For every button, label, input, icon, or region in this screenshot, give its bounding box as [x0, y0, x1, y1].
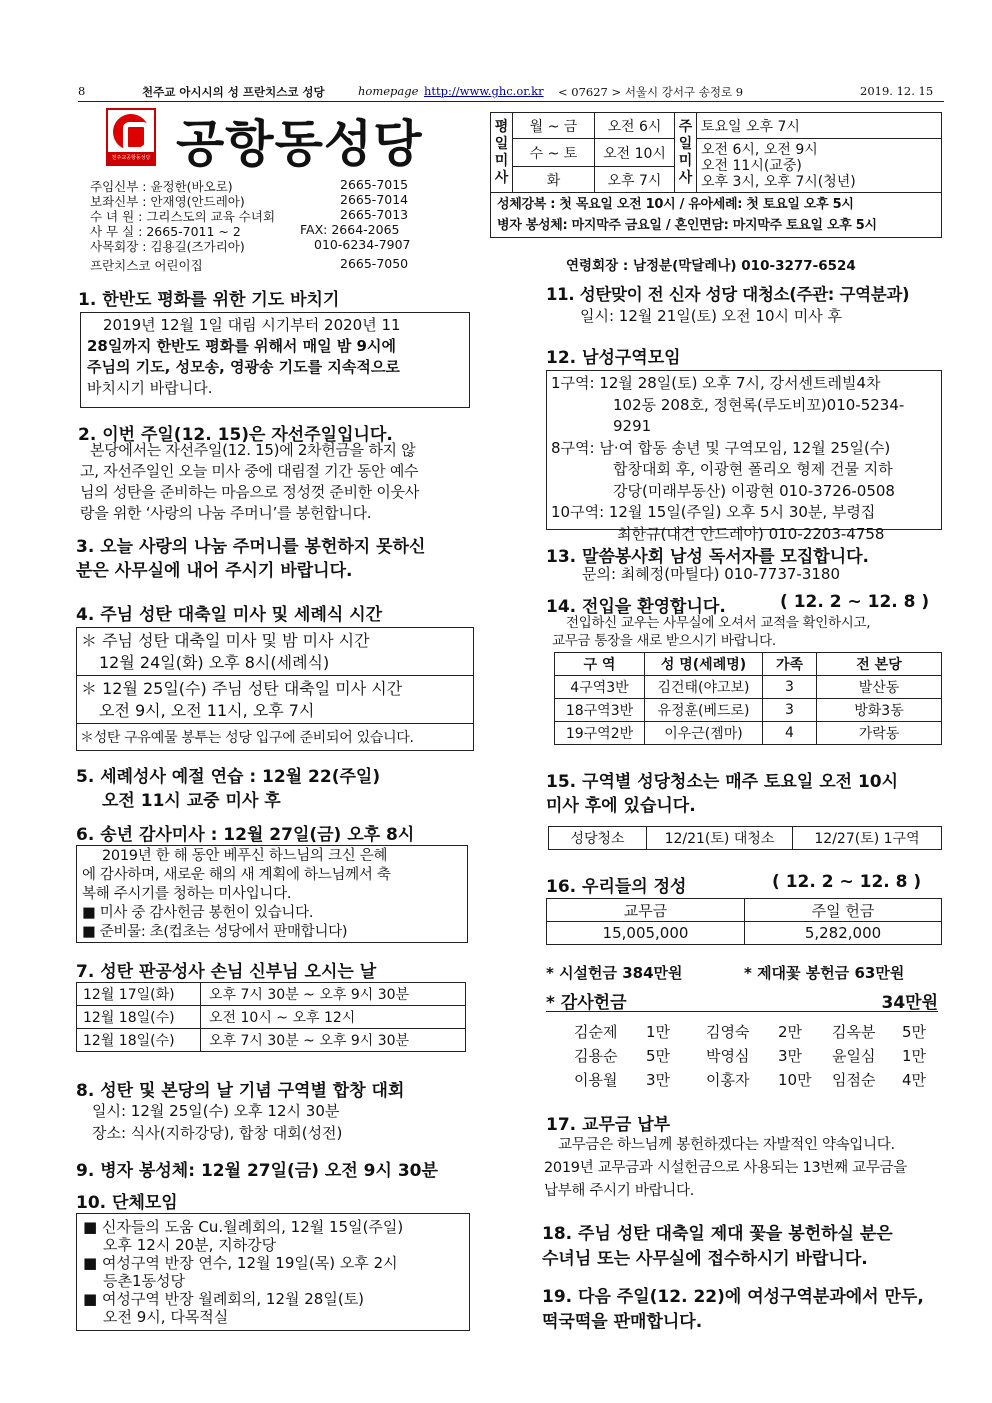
- table-cell: 오전 10시 ~ 오후 12시: [201, 1006, 466, 1029]
- table-cell: 오후 7시 30분 ~ 오후 9시 30분: [201, 983, 466, 1006]
- text-line: 본당에서는 자선주일(12. 15)에 2차헌금을 하지 않: [90, 441, 416, 459]
- text-line: 합창대회 후, 이광현 폴리오 형제 건물 지하: [613, 460, 893, 478]
- text-line: 2019년 12월 1일 대림 시기부터 2020년 11: [103, 316, 401, 334]
- text-line: 10구역: 12월 15일(주일) 오후 5시 30분, 부령집: [551, 503, 876, 521]
- facility-offering: * 시설헌금 384만원: [546, 964, 683, 982]
- table-cell: 김건태(야고보): [645, 676, 763, 699]
- prayer-box: [80, 312, 470, 408]
- text-line: 일시: 12월 21일(토) 오전 10시 미사 후: [580, 307, 843, 325]
- donor-amount: 5만: [646, 1047, 671, 1065]
- donor-name: 윤일심: [832, 1047, 876, 1065]
- weekday-days: 월 ~ 금: [513, 113, 595, 139]
- donor-name: 이홍자: [706, 1071, 750, 1089]
- donor-name: 이용월: [574, 1071, 618, 1089]
- section-heading: 분은 사무실에 내어 주시기 바랍니다.: [76, 561, 353, 581]
- section-heading: 1. 한반도 평화를 위한 기도 바치기: [78, 290, 340, 310]
- weekday-time: 오전 6시: [595, 113, 675, 139]
- issue-date: 2019. 12. 15: [860, 84, 934, 98]
- table-row: [549, 827, 942, 850]
- thanks-offering: [546, 988, 938, 1012]
- table-cell: 12월 17일(화): [77, 983, 201, 1006]
- text-line: 전입하신 교우는 사무실에 오셔서 교적을 확인하시고,: [566, 615, 871, 631]
- text-line: 랑을 위한 ‘사랑의 나눔 주머니’를 봉헌합니다.: [80, 504, 372, 522]
- table-cell: 12/27(토) 1구역: [793, 827, 942, 850]
- thanks-label: * 감사헌금: [546, 993, 627, 1013]
- year-end-box: [76, 845, 468, 943]
- homepage-label: homepage: [358, 84, 419, 98]
- section-heading: 10. 단체모임: [76, 1193, 178, 1213]
- text-line: ＊ 주님 성탄 대축일 미사 및 밤 미사 시간: [81, 631, 370, 650]
- table-row: [555, 699, 942, 722]
- table-cell: 18구역3반: [555, 699, 645, 722]
- staff-role: 사 무 실 : 2665-7011 ~ 2: [90, 224, 241, 239]
- text-line: 바치시기 바랍니다.: [87, 379, 213, 397]
- table-cell: 4구역3반: [555, 676, 645, 699]
- offerings-table: [546, 898, 942, 945]
- donor-amount: 1만: [646, 1023, 671, 1041]
- section-heading: 16. 우리들의 정성: [546, 877, 687, 897]
- donor-amount: 3만: [778, 1047, 803, 1065]
- text-line: ■ 여성구역 반장 연수, 12월 19일(목) 오후 2시: [83, 1254, 398, 1272]
- staff-phone: 010-6234-7907: [314, 237, 411, 252]
- mass-schedule: [490, 112, 942, 238]
- text-line: 강당(미래부동산) 이광현 010-3726-0508: [613, 481, 895, 500]
- staff-role: 사목회장 : 김용길(즈가리아): [90, 239, 245, 254]
- table-row: [77, 983, 466, 1006]
- section-heading: 18. 주님 성탄 대축일 제대 꽃을 봉헌하실 분은: [542, 1224, 893, 1244]
- text-line: ■ 여성구역 반장 월례회의, 12월 28일(토): [83, 1290, 365, 1308]
- table-cell: 3: [763, 699, 817, 722]
- confession-table: [76, 982, 466, 1052]
- section-heading: 12. 남성구역모임: [546, 348, 681, 368]
- text-line: 오후 12시 20분, 지하강당: [103, 1236, 277, 1254]
- page-header: [78, 82, 944, 102]
- table-cell: 가락동: [817, 722, 942, 745]
- table-cell: 19구역2반: [555, 722, 645, 745]
- sunday-time: 오전 11시(교중): [701, 157, 802, 174]
- text-line: 교무금 통장을 새로 받으시기 바랍니다.: [552, 633, 776, 649]
- text-line: 1구역: 12월 28일(토) 오후 7시, 강서센트레빌4차: [551, 374, 881, 392]
- flower-offering: * 제대꽃 봉헌금 63만원: [744, 964, 905, 982]
- section-heading: 15. 구역별 성당청소는 매주 토요일 오전 10시: [546, 772, 899, 792]
- donor-name: 김용순: [574, 1047, 618, 1065]
- table-cell: 4: [763, 722, 817, 745]
- text-line: 28일까지 한반도 평화를 위해서 매일 밤 9시에: [87, 337, 396, 355]
- donor-amount: 5만: [902, 1023, 927, 1041]
- section-heading: 수녀님 또는 사무실에 접수하시기 바랍니다.: [542, 1249, 868, 1269]
- federation-contact: 연령회장 : 남정분(막달레나) 010-3277-6524: [566, 258, 856, 274]
- staff-phone: FAX: 2664-2065: [300, 222, 400, 237]
- donor-amount: 4만: [902, 1071, 927, 1089]
- text-line: ■ 신자들의 도움 Cu.월례회의, 12월 15일(주일): [83, 1218, 404, 1236]
- donor-amount: 2만: [778, 1023, 803, 1041]
- address: < 07627 > 서울시 강서구 송정로 9: [558, 85, 744, 99]
- text-line: 교무금은 하느님께 봉헌하겠다는 자발적인 약속입니다.: [558, 1137, 895, 1153]
- table-cell: 발산동: [817, 676, 942, 699]
- text-line: 오전 9시, 오전 11시, 오후 7시: [99, 701, 315, 720]
- table-cell: 유정훈(베드로): [645, 699, 763, 722]
- text-line: 12월 24일(화) 오후 8시(세례식): [99, 653, 330, 672]
- section-heading: 13. 말씀봉사회 남성 독서자를 모집합니다.: [546, 547, 869, 567]
- thanks-amount: 34만원: [881, 993, 938, 1013]
- text-line: 에 감사하며, 새로운 해의 새 계획에 하느님께서 축: [82, 867, 391, 883]
- text-line: ＊ 12월 25일(수) 주님 성탄 대축일 미사 시간: [81, 679, 403, 698]
- table-header-row: [547, 899, 942, 922]
- page-number: 8: [78, 84, 86, 98]
- text-line: 오전 9시, 다목적실: [103, 1308, 229, 1326]
- sunday-vigil: 토요일 오후 7시: [697, 113, 942, 139]
- section-heading: 9. 병자 봉성체: 12월 27일(금) 오전 9시 30분: [76, 1161, 438, 1181]
- donor-name: 김영숙: [706, 1023, 750, 1041]
- section-heading: 8. 성탄 및 본당의 날 기념 구역별 합창 대회: [76, 1081, 405, 1101]
- text-line: ＊성탄 구유예물 봉투는 성당 입구에 준비되어 있습니다.: [80, 730, 414, 746]
- cleaning-table: [548, 826, 942, 850]
- weekday-time: 오전 10시: [595, 139, 675, 167]
- sunday-mass-label: 주일미사: [675, 113, 697, 193]
- table-cell: 3: [763, 676, 817, 699]
- schedule-note: 성체강복 : 첫 목요일 오전 10시 / 유아세례: 첫 토요일 오후 5시: [497, 197, 854, 212]
- staff-role: 프란치스코 어린이집: [90, 258, 203, 273]
- section-heading: 6. 송년 감사미사 : 12월 27일(금) 오후 8시: [76, 825, 415, 845]
- section-heading: 5. 세례성사 예절 연습 : 12월 22(주일): [76, 767, 381, 787]
- date-range: ( 12. 2 ~ 12. 8 ): [780, 592, 930, 612]
- donor-row: [560, 1020, 940, 1044]
- sunday-time: 오후 3시, 오후 7시(청년): [701, 173, 856, 190]
- text-line: 납부해 주시기 바랍니다.: [544, 1183, 694, 1199]
- donor-name: 박영심: [706, 1047, 750, 1065]
- text-line: 복해 주시기를 청하는 미사입니다.: [82, 886, 292, 902]
- text-line: 2019년 한 해 동안 베푸신 하느님의 크신 은혜: [102, 848, 388, 864]
- table-row: [555, 676, 942, 699]
- mens-district-box: [546, 370, 942, 543]
- text-line: 102동 208호, 정현록(루도비꼬)010-5234-9291: [613, 395, 905, 435]
- column-header: 구 역: [555, 653, 645, 676]
- donor-name: 김옥분: [832, 1023, 876, 1041]
- text-line: 장소: 식사(지하강당), 합창 대회(성전): [92, 1124, 343, 1142]
- section-heading: 19. 다음 주일(12. 22)에 여성구역분과에서 만두,: [542, 1287, 924, 1307]
- donor-amount: 3만: [646, 1071, 671, 1089]
- text-line: 최한규(대건 안드레아) 010-2203-4758: [617, 524, 885, 543]
- donor-name: 임점순: [832, 1071, 876, 1089]
- section-heading: 오전 11시 교중 미사 후: [102, 791, 281, 811]
- weekday-days: 화: [513, 167, 595, 193]
- column-header: 성 명(세례명): [645, 653, 763, 676]
- table-cell: 5,282,000: [745, 922, 942, 945]
- table-cell: 12월 18일(수): [77, 1029, 201, 1052]
- text-line: 8구역: 남·여 합동 송년 및 구역모임, 12월 25일(수): [551, 438, 891, 457]
- staff-phone: 2665-7014: [340, 192, 409, 207]
- section-heading: 미사 후에 있습니다.: [546, 796, 696, 816]
- text-line: 등촌1동성당: [103, 1272, 185, 1290]
- column-header: 가족: [763, 653, 817, 676]
- text-line: 2019년 교무금과 시설헌금으로 사용되는 13번째 교무금을: [544, 1160, 907, 1176]
- section-heading: 3. 오늘 사랑의 나눔 주머니를 봉헌하지 못하신: [76, 537, 426, 557]
- donor-amount: 1만: [902, 1047, 927, 1065]
- section-heading: 2. 이번 주일(12. 15)은 자선주일입니다.: [78, 425, 393, 445]
- donor-name: 김순제: [574, 1023, 618, 1041]
- donor-list: [560, 1020, 940, 1092]
- text-line: 일시: 12월 25일(수) 오후 12시 30분: [92, 1102, 340, 1120]
- section-heading: 11. 성탄맞이 전 신자 성당 대청소(주관: 구역분과): [546, 285, 910, 304]
- table-row: [77, 1029, 466, 1052]
- staff-role: 수 녀 원 : 그리스도의 교육 수녀회: [90, 209, 276, 224]
- church-logo: [106, 108, 156, 166]
- weekday-days: 수 ~ 토: [513, 139, 595, 167]
- parish-name: 천주교 아시시의 성 프란치스코 성당: [142, 85, 325, 99]
- table-cell: 12월 18일(수): [77, 1006, 201, 1029]
- date-range: ( 12. 2 ~ 12. 8 ): [772, 872, 922, 892]
- table-header-row: [555, 653, 942, 676]
- donor-amount: 10만: [778, 1071, 812, 1089]
- staff-role: 주임신부 : 윤정한(바오로): [90, 179, 233, 194]
- logo-text: 천주교공항동성당: [108, 152, 154, 164]
- table-row: [547, 922, 942, 945]
- table-cell: 방화3동: [817, 699, 942, 722]
- table-cell: 이우근(젬마): [645, 722, 763, 745]
- staff-role: 보좌신부 : 안재영(안드레아): [90, 194, 245, 209]
- text-line: 님의 성탄을 준비하는 마음으로 정성껏 준비한 이웃사: [80, 483, 419, 501]
- table-cell: 오후 7시 30분 ~ 오후 9시 30분: [201, 1029, 466, 1052]
- text-line: 문의: 최혜정(마틸다) 010-7737-3180: [582, 565, 841, 583]
- section-heading: 떡국떡을 판매합니다.: [542, 1312, 703, 1332]
- table-cell: 성당청소: [549, 827, 647, 850]
- donor-row: [560, 1068, 940, 1092]
- table-cell: 15,005,000: [547, 922, 745, 945]
- text-line: 고, 자선주일인 오늘 미사 중에 대림절 기간 동안 예수: [80, 462, 419, 480]
- group-meetings-box: [76, 1213, 470, 1331]
- table-row: [555, 722, 942, 745]
- column-header: 주일 헌금: [745, 899, 942, 922]
- section-heading: 4. 주님 성탄 대축일 미사 및 세례식 시간: [76, 605, 383, 625]
- section-heading: 7. 성탄 판공성사 손님 신부님 오시는 날: [76, 962, 377, 982]
- staff-phone: 2665-7013: [340, 207, 409, 222]
- section-heading: 14. 전입을 환영합니다.: [546, 597, 726, 617]
- weekday-mass-label: 평일미사: [491, 113, 513, 193]
- section-heading: 17. 교무금 납부: [546, 1115, 671, 1135]
- staff-phone: 2665-7050: [340, 256, 409, 271]
- schedule-note: 병자 봉성체: 마지막주 금요일 / 혼인면담: 마지막주 토요일 오후 5시: [497, 218, 877, 233]
- column-header: 전 본당: [817, 653, 942, 676]
- table-row: [77, 1006, 466, 1029]
- sunday-time: 오전 6시, 오전 9시: [701, 141, 818, 158]
- weekday-time: 오후 7시: [595, 167, 675, 193]
- christmas-mass-box: [76, 627, 474, 751]
- homepage-link[interactable]: http://www.ghc.or.kr: [424, 84, 544, 98]
- text-line: 주님의 기도, 성모송, 영광송 기도를 지속적으로: [87, 358, 400, 376]
- table-cell: 12/21(토) 대청소: [647, 827, 793, 850]
- staff-phone: 2665-7015: [340, 177, 409, 192]
- text-line: ■ 미사 중 감사헌금 봉헌이 있습니다.: [82, 905, 314, 921]
- text-line: ■ 준비물: 초(컵초는 성당에서 판매합니다): [82, 924, 348, 940]
- donor-row: [560, 1044, 940, 1068]
- page-title: 공항동성당: [176, 115, 423, 173]
- newcomers-table: [554, 652, 942, 745]
- column-header: 교무금: [547, 899, 745, 922]
